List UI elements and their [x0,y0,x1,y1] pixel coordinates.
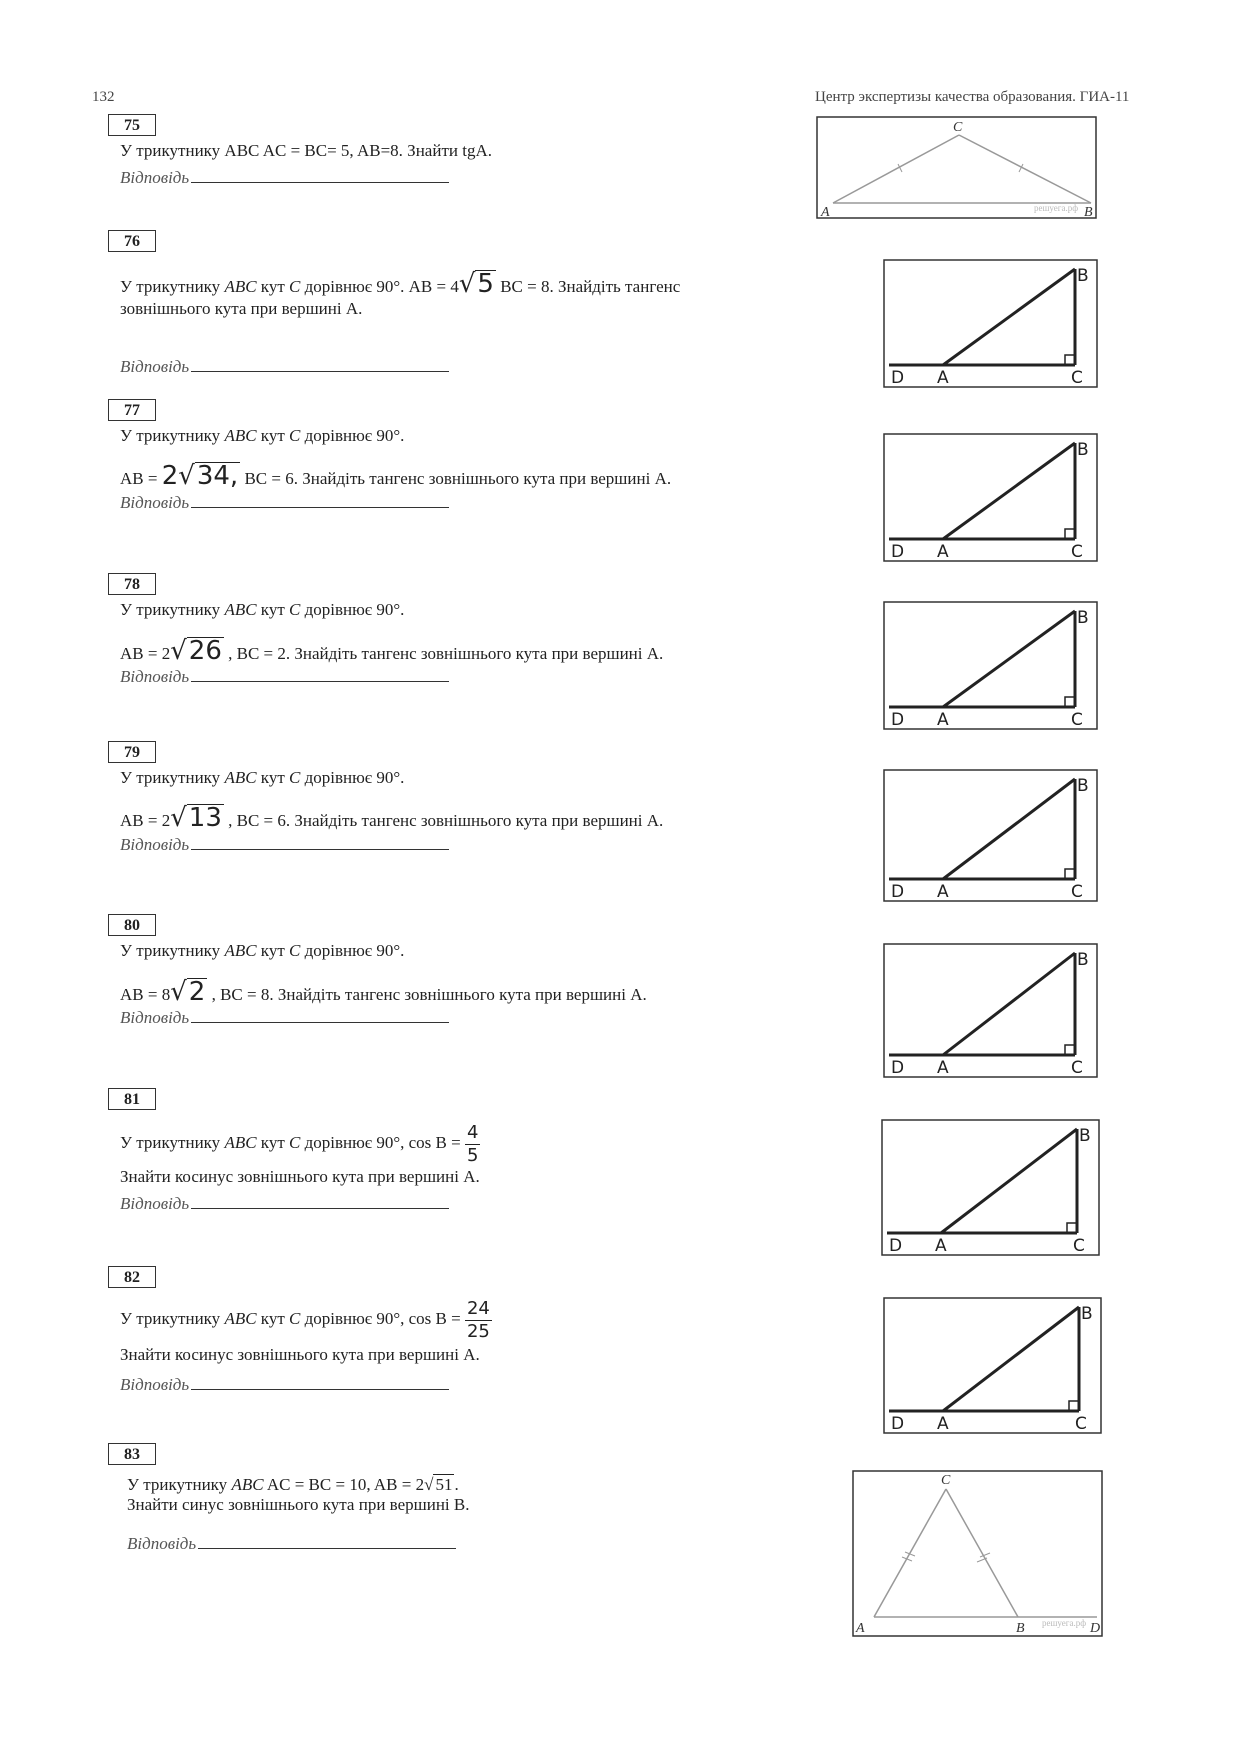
problem-text: У трикутнику ABC кут C дорівнює 90°. [120,426,405,445]
svg-text:B: B [1016,1621,1025,1636]
svg-text:D: D [891,882,905,902]
svg-text:A: A [937,1058,949,1078]
svg-text:B: B [1077,950,1089,970]
page-number: 132 [92,89,115,105]
problem-text-line2: Знайти синус зовнішнього кута при вершині В. [127,1495,470,1514]
right-triangle-figure [883,769,1099,903]
svg-text:B: B [1077,440,1089,460]
answer-field: Відповідь [120,1373,449,1395]
page-header-title: Центр экспертизы качества образования. ГИА-11 [815,89,1130,105]
svg-text:D: D [891,1058,905,1078]
problem-text: У трикутнику ABC кут C дорівнює 90°. [120,600,405,619]
right-triangle-figure [883,433,1099,563]
svg-text:B: B [1084,205,1093,220]
svg-text:B: B [1079,1126,1091,1146]
svg-text:C: C [1071,368,1083,388]
answer-field: Відповідь [120,166,449,188]
svg-text:C: C [1071,542,1083,562]
svg-text:решуега.рф: решуега.рф [1042,1618,1087,1628]
svg-text:A: A [856,1621,865,1636]
svg-text:A: A [937,368,949,388]
svg-text:B: B [1081,1304,1093,1324]
svg-text:B: B [1077,266,1089,286]
svg-text:D: D [891,368,905,388]
problem-text-line2: AB = 8√2 , BC = 8. Знайдіть тангенс зовнішнього кута при вершині А. [120,977,647,1007]
svg-text:B: B [1077,776,1089,796]
svg-text:C: C [941,1473,951,1488]
problem-number: 75 [108,114,156,136]
answer-field: Відповідь [127,1532,456,1554]
svg-text:C: C [1071,710,1083,730]
svg-text:D: D [891,1414,905,1434]
problem-text: У трикутнику ABC AC = BC= 5, AB=8. Знайти tgA. [120,141,492,160]
svg-text:C: C [1071,882,1083,902]
problem-text: У трикутнику ABC кут C дорівнює 90°. [120,941,405,960]
right-triangle-figure [883,601,1099,731]
problem-text: У трикутнику ABC кут C дорівнює 90°. [120,768,405,787]
problem-number: 80 [108,914,156,936]
svg-text:A: A [821,205,830,220]
svg-text:A: A [937,710,949,730]
problem-number: 77 [108,399,156,421]
svg-text:D: D [891,710,905,730]
problem-number: 79 [108,741,156,763]
problem-number: 83 [108,1443,156,1465]
right-triangle-figure [883,943,1099,1079]
answer-field: Відповідь [120,833,449,855]
problem-number: 81 [108,1088,156,1110]
svg-text:A: A [937,542,949,562]
svg-text:D: D [889,1236,903,1256]
problem-text-line2: AB = 2√34, BC = 6. Знайдіть тангенс зовнішнього кута при вершині А. [120,461,672,491]
problem-number: 76 [108,230,156,252]
svg-text:C: C [1073,1236,1085,1256]
problem-number: 82 [108,1266,156,1288]
isosceles-triangle-figure [852,1470,1104,1638]
svg-text:решуега.рф: решуега.рф [1034,203,1079,213]
problem-text-line2: Знайти косинус зовнішнього кута при вершині А. [120,1345,480,1364]
problem-text: У трикутнику ABC кут C дорівнює 90°, cos B = $\frac{24}{25}$ [120,1297,490,1342]
right-triangle-figure [881,1119,1101,1257]
problem-number: 78 [108,573,156,595]
answer-field: Відповідь [120,1006,449,1028]
svg-text:C: C [1071,1058,1083,1078]
answer-field: Відповідь [120,355,449,377]
answer-field: Відповідь [120,491,449,513]
right-triangle-figure [883,1297,1103,1435]
triangle-figure [816,116,1098,220]
problem-text: У трикутнику ABC AC = BC = 10, AB = 2√ 51 . [127,1475,459,1494]
problem-text-line2: Знайти косинус зовнішнього кута при вершині А. [120,1167,480,1186]
svg-text:D: D [891,542,905,562]
answer-field: Відповідь [120,665,449,687]
svg-text:C: C [953,120,963,135]
problem-text: У трикутнику ABC кут C дорівнює 90°. AB = 4√5 BC = 8. Знайдіть тангенс [120,269,681,299]
svg-text:C: C [1075,1414,1087,1434]
svg-text:A: A [937,882,949,902]
answer-field: Відповідь [120,1192,449,1214]
right-triangle-figure [883,259,1099,389]
svg-text:A: A [935,1236,947,1256]
svg-text:D: D [1090,1621,1101,1636]
svg-text:A: A [937,1414,949,1434]
problem-text: У трикутнику ABC кут C дорівнює 90°, cos B = $\frac{4}{5}$ [120,1121,479,1166]
problem-text-line2: AB = 2√13 , BC = 6. Знайдіть тангенс зовнішнього кута при вершині А. [120,803,664,833]
problem-text-line2: зовнішнього кута при вершині А. [120,299,363,318]
svg-text:B: B [1077,608,1089,628]
problem-text-line2: AB = 2√26 , BC = 2. Знайдіть тангенс зовнішнього кута при вершині А. [120,636,664,666]
